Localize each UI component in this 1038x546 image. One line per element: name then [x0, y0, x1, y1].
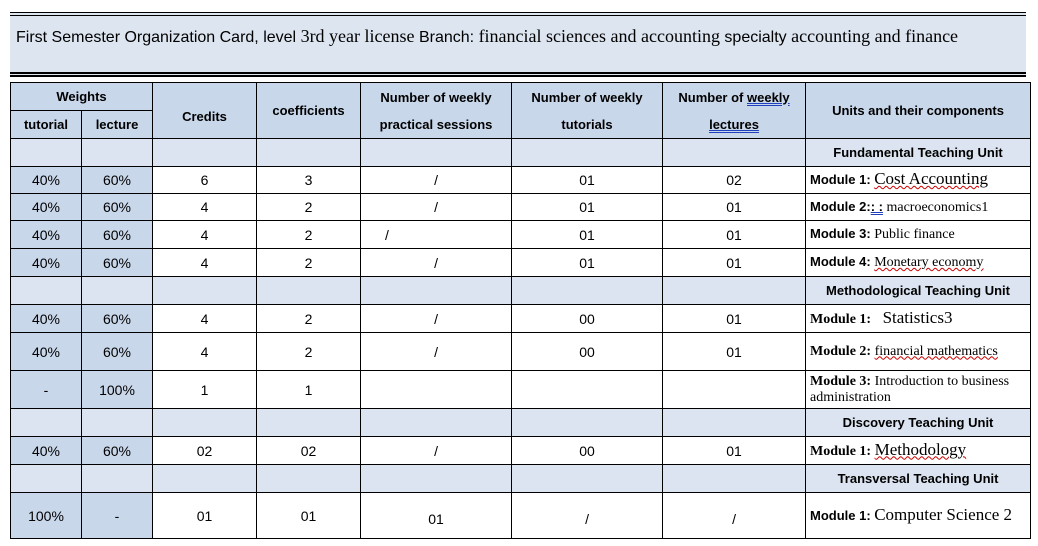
coefficient-value: 3 [257, 167, 361, 194]
unit-row-methodological [11, 277, 1031, 305]
module-label: Module 2: [810, 343, 872, 359]
units-header: Units and their components [806, 83, 1031, 139]
coefficient-value: 2 [257, 305, 361, 333]
module-cell [806, 493, 1031, 539]
lecture-weight: 60% [82, 437, 153, 465]
unit-row-transversal [11, 465, 1031, 493]
title-part-2: 3rd year license [300, 26, 415, 46]
module-label: Module 1: [810, 172, 871, 187]
credits-value: 01 [153, 493, 257, 539]
module-name: Monetary economy [874, 255, 984, 270]
coefficient-value: 2 [257, 221, 361, 249]
lecture-weight: 60% [82, 305, 153, 333]
module-cell [806, 249, 1031, 277]
empty-cell [663, 139, 806, 167]
empty-cell [11, 277, 82, 305]
module-label: Module 1: [810, 443, 872, 459]
credits-value: 1 [153, 371, 257, 409]
lectures-value: / [663, 493, 806, 539]
module-name: macroeconomics1 [886, 199, 989, 215]
lectures-header-line-1a: Number of [678, 89, 744, 105]
practical-value: / [361, 194, 512, 221]
empty-cell [153, 139, 257, 167]
empty-cell [82, 139, 153, 167]
empty-cell [663, 277, 806, 305]
credits-value: 4 [153, 305, 257, 333]
table-row [11, 194, 1031, 221]
lectures-value [663, 371, 806, 409]
module-name: Cost Accounting [874, 169, 988, 188]
tutorial-weight: 40% [11, 221, 82, 249]
lectures-value: 01 [663, 437, 806, 465]
tutorial-weight: 40% [11, 333, 82, 371]
module-label: Module 3: [810, 373, 872, 389]
practical-value: / [361, 249, 512, 277]
module-label: Module 2: [810, 198, 871, 214]
table-row [11, 249, 1031, 277]
module-name: Computer Science 2 [874, 504, 1013, 524]
empty-cell [361, 465, 512, 493]
table-row [11, 333, 1031, 371]
unit-name: Methodological Teaching Unit [806, 277, 1031, 305]
practical-value: / [361, 221, 512, 249]
tutorial-header: tutorial [11, 111, 82, 139]
empty-cell [257, 139, 361, 167]
lectures-value: 01 [663, 221, 806, 249]
practical-value: / [361, 333, 512, 371]
lecture-weight: 60% [82, 249, 153, 277]
practical-header [361, 83, 512, 139]
lecture-weight: 60% [82, 333, 153, 371]
tutorials-value: 00 [512, 333, 663, 371]
title-part-3: Branch: [418, 29, 475, 46]
tutorial-weight: 40% [11, 249, 82, 277]
tutorial-weight: 40% [11, 194, 82, 221]
credits-value: 6 [153, 167, 257, 194]
empty-cell [512, 465, 663, 493]
module-cell [806, 333, 1031, 371]
tutorials-header-line-2: tutorials [561, 116, 613, 132]
empty-cell [82, 465, 153, 493]
weights-header: Weights [11, 83, 153, 111]
module-name: Public finance [874, 227, 955, 242]
coefficient-value: 2 [257, 333, 361, 371]
tutorial-weight: - [11, 371, 82, 409]
empty-cell [153, 465, 257, 493]
practical-value: / [361, 305, 512, 333]
tutorial-weight: 100% [11, 493, 82, 539]
tutorials-value: 01 [512, 167, 663, 194]
tutorials-value: 01 [512, 249, 663, 277]
title-part-5: specialty [724, 29, 787, 46]
module-label: Module 1: [810, 311, 872, 327]
empty-cell [11, 139, 82, 167]
empty-cell [11, 409, 82, 437]
tutorials-value: 00 [512, 305, 663, 333]
tutorial-weight: 40% [11, 437, 82, 465]
module-label: Module 4: [810, 254, 871, 269]
module-cell [806, 437, 1031, 465]
credits-value: 02 [153, 437, 257, 465]
lecture-weight: 60% [82, 194, 153, 221]
practical-value: 01 [361, 493, 512, 539]
module-cell [806, 221, 1031, 249]
practical-value: / [361, 437, 512, 465]
coefficient-value: 01 [257, 493, 361, 539]
module-name: Introduction to business administration [810, 373, 1010, 405]
tutorials-value: 01 [512, 221, 663, 249]
credits-value: 4 [153, 333, 257, 371]
practical-header-line-1: Number of weekly [380, 89, 492, 105]
title-part-1: First Semester Organization Card, level [16, 29, 297, 46]
empty-cell [11, 465, 82, 493]
module-name: Methodology [874, 439, 967, 459]
unit-row-discovery [11, 409, 1031, 437]
coefficient-value: 2 [257, 194, 361, 221]
lecture-weight: 100% [82, 371, 153, 409]
lectures-header-line-2: lectures [709, 116, 759, 132]
table-row [11, 167, 1031, 194]
unit-name: Transversal Teaching Unit [806, 465, 1031, 493]
empty-cell [663, 409, 806, 437]
empty-cell [257, 409, 361, 437]
coefficient-value: 1 [257, 371, 361, 409]
lectures-value: 01 [663, 305, 806, 333]
tutorial-weight: 40% [11, 167, 82, 194]
organization-card-table [10, 82, 1031, 539]
table-row [11, 437, 1031, 465]
module-cell [806, 371, 1031, 409]
unit-row-fundamental [11, 139, 1031, 167]
unit-name: Fundamental Teaching Unit [806, 139, 1031, 167]
empty-cell [257, 465, 361, 493]
credits-value: 4 [153, 249, 257, 277]
practical-value: / [361, 167, 512, 194]
tutorials-value [512, 371, 663, 409]
module-cell [806, 305, 1031, 333]
module-extra: : : [870, 198, 883, 214]
table-row [11, 371, 1031, 409]
lectures-value: 01 [663, 194, 806, 221]
empty-cell [153, 277, 257, 305]
practical-header-line-2: practical sessions [379, 116, 493, 132]
title-part-4: financial sciences and accounting [478, 26, 720, 46]
empty-cell [512, 409, 663, 437]
lectures-value: 01 [663, 249, 806, 277]
header-row-1 [11, 83, 1031, 111]
tutorials-value: 01 [512, 194, 663, 221]
table-row [11, 493, 1031, 539]
table-row [11, 221, 1031, 249]
empty-cell [82, 277, 153, 305]
title-part-6: accounting and finance [791, 26, 959, 46]
tutorials-header [512, 83, 663, 139]
lecture-weight: 60% [82, 221, 153, 249]
credits-value: 4 [153, 221, 257, 249]
credits-value: 4 [153, 194, 257, 221]
coefficient-value: 2 [257, 249, 361, 277]
page-title [10, 12, 1026, 77]
practical-value [361, 371, 512, 409]
credits-header: Credits [153, 83, 257, 139]
tutorials-header-line-1: Number of weekly [531, 89, 643, 105]
lecture-weight: 60% [82, 167, 153, 194]
unit-name: Discovery Teaching Unit [806, 409, 1031, 437]
empty-cell [512, 139, 663, 167]
module-name: financial mathematics [874, 343, 998, 359]
coefficient-value: 02 [257, 437, 361, 465]
lectures-value: 02 [663, 167, 806, 194]
empty-cell [361, 277, 512, 305]
tutorials-value: / [512, 493, 663, 539]
empty-cell [82, 409, 153, 437]
module-cell [806, 167, 1031, 194]
module-label: Module 3: [810, 226, 871, 241]
lectures-header [663, 83, 806, 139]
module-name: Statistics3 [882, 307, 953, 327]
lecture-weight: - [82, 493, 153, 539]
tutorial-weight: 40% [11, 305, 82, 333]
module-label: Module 1: [810, 507, 871, 523]
module-cell [806, 194, 1031, 221]
lecture-header: lecture [82, 111, 153, 139]
table-row [11, 305, 1031, 333]
lectures-header-line-1b: weekly [747, 89, 790, 105]
empty-cell [512, 277, 663, 305]
tutorials-value: 00 [512, 437, 663, 465]
empty-cell [361, 409, 512, 437]
coefficients-header: coefficients [257, 83, 361, 139]
empty-cell [153, 409, 257, 437]
empty-cell [361, 139, 512, 167]
empty-cell [663, 465, 806, 493]
empty-cell [257, 277, 361, 305]
lectures-value: 01 [663, 333, 806, 371]
